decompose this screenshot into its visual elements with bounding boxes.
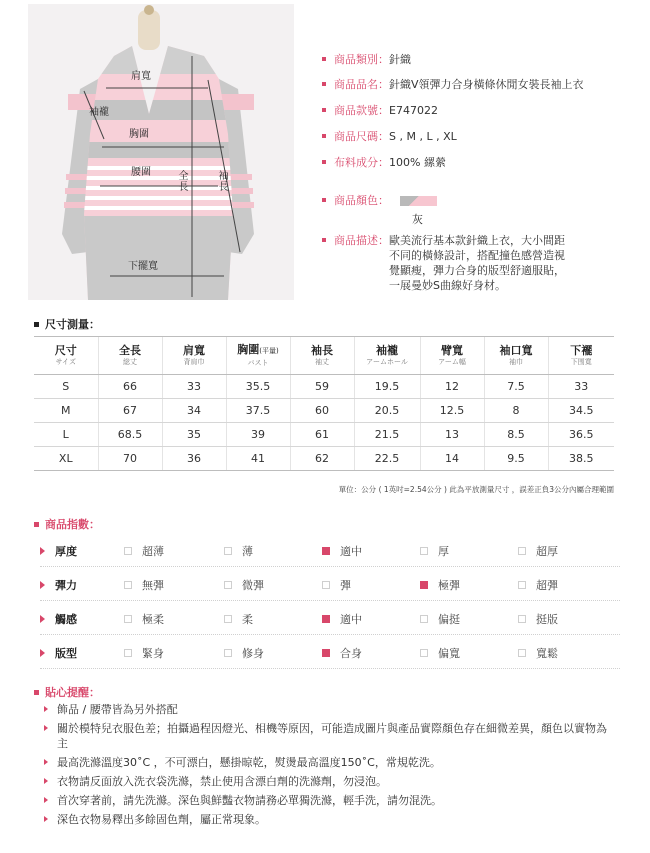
table-cell: 62 xyxy=(290,447,354,471)
table-cell: 19.5 xyxy=(354,375,420,399)
size-row-xl xyxy=(34,447,614,471)
table-cell: 68.5 xyxy=(98,423,162,447)
index-option: 偏挺 xyxy=(420,611,460,627)
table-cell: 8 xyxy=(484,399,548,423)
size-table-header xyxy=(34,337,614,375)
index-option: 偏寬 xyxy=(420,645,460,661)
triangle-bullet-icon xyxy=(40,615,45,623)
checkbox-empty-icon xyxy=(224,649,232,657)
index-option: 厚 xyxy=(420,543,449,559)
table-cell: 41 xyxy=(226,447,290,471)
checkbox-empty-icon xyxy=(518,615,526,623)
spec-key: 布料成分： xyxy=(334,156,389,169)
tip-item: 首次穿著前，請先洗滌。深色與鮮豔衣物請務必單獨洗滌，輕手洗，請勿混洗。 xyxy=(44,793,624,808)
index-option: 極柔 xyxy=(124,611,164,627)
spec-key: 商品品名： xyxy=(334,78,389,91)
table-cell: 36 xyxy=(162,447,226,471)
triangle-bullet-icon xyxy=(40,581,45,589)
sweater-illustration xyxy=(28,4,294,300)
bullet-icon xyxy=(322,82,326,86)
checkbox-empty-icon xyxy=(322,581,330,589)
checkbox-empty-icon xyxy=(124,547,132,555)
header-cell: 全長 総丈 xyxy=(98,337,162,375)
index-option: 超彈 xyxy=(518,577,558,593)
index-title-text: 商品指數： xyxy=(45,518,100,531)
spec-value: 針織 xyxy=(389,53,411,66)
table-cell: 7.5 xyxy=(484,375,548,399)
tip-item: 深色衣物易釋出多餘固色劑，屬正常現象。 xyxy=(44,812,624,827)
table-cell: 34.5 xyxy=(548,399,614,423)
color-swatch-grey[interactable] xyxy=(400,196,437,206)
checkbox-empty-icon xyxy=(420,649,428,657)
spec-value: 針織V領彈力合身橫條休閒女裝長袖上衣 xyxy=(389,78,584,91)
index-option: 寬鬆 xyxy=(518,645,558,661)
bullet-icon xyxy=(322,57,326,61)
table-cell: 35.5 xyxy=(226,375,290,399)
label-sleeve: 袖長 xyxy=(218,171,229,193)
checkbox-empty-icon xyxy=(224,581,232,589)
checkbox-empty-icon xyxy=(124,581,132,589)
spec-category xyxy=(322,52,411,67)
checkbox-empty-icon xyxy=(420,615,428,623)
index-option: 彈 xyxy=(322,577,351,593)
header-cell: 袖口寬 袖巾 xyxy=(484,337,548,375)
bullet-icon xyxy=(322,160,326,164)
checkbox-empty-icon xyxy=(518,547,526,555)
spec-name xyxy=(322,77,584,92)
table-cell: 66 xyxy=(98,375,162,399)
header-cell: 袖襱 アームホール xyxy=(354,337,420,375)
tips-section-title xyxy=(34,684,100,700)
table-cell: 33 xyxy=(548,375,614,399)
table-cell: 37.5 xyxy=(226,399,290,423)
size-note: 單位：公分 ( 1英吋=2.54公分 ) 此為平放測量尺寸 ，誤差正負3公分內屬合理範圍 xyxy=(338,485,614,494)
index-option: 微彈 xyxy=(224,577,264,593)
index-option: 超薄 xyxy=(124,543,164,559)
spec-value: E747022 xyxy=(389,104,438,117)
table-cell: 13 xyxy=(420,423,484,447)
spec-code xyxy=(322,103,438,118)
table-cell: 33 xyxy=(162,375,226,399)
table-cell: 39 xyxy=(226,423,290,447)
header-cell: 臂寬 アーム幅 xyxy=(420,337,484,375)
label-waist: 腰圍 xyxy=(131,167,151,178)
index-option: 薄 xyxy=(224,543,253,559)
header-cell: 下襬 下围寬 xyxy=(548,337,614,375)
label-hem: 下擺寬 xyxy=(128,261,158,272)
index-row xyxy=(40,601,620,635)
index-option: 修身 xyxy=(224,645,264,661)
index-option: 適中 xyxy=(322,611,362,627)
checkbox-empty-icon xyxy=(124,649,132,657)
checkbox-empty-icon xyxy=(518,581,526,589)
triangle-bullet-icon xyxy=(40,649,45,657)
header-cell: 肩寬 背肩巾 xyxy=(162,337,226,375)
label-armhole: 袖襱 xyxy=(89,107,109,118)
size-label: L xyxy=(34,423,98,447)
header-cell: 尺寸 サイズ xyxy=(34,337,98,375)
square-bullet-icon xyxy=(34,522,39,527)
header-cell: 胸圍(平量) バスト xyxy=(226,337,290,375)
square-bullet-icon xyxy=(34,690,39,695)
table-cell: 9.5 xyxy=(484,447,548,471)
bullet-icon xyxy=(322,238,326,242)
table-cell: 35 xyxy=(162,423,226,447)
size-row-m xyxy=(34,399,614,423)
table-cell: 21.5 xyxy=(354,423,420,447)
table-cell: 67 xyxy=(98,399,162,423)
tip-item: 最高洗滌溫度30˚C ，不可漂白，懸掛晾乾，熨燙最高溫度150˚C，常規乾洗。 xyxy=(44,755,624,770)
table-cell: 20.5 xyxy=(354,399,420,423)
size-title-text: 尺寸測量： xyxy=(45,318,100,331)
index-row xyxy=(40,533,620,567)
spec-value: S , M , L , XL xyxy=(389,130,457,143)
label-shoulder: 肩寬 xyxy=(131,71,151,82)
bullet-icon xyxy=(322,108,326,112)
mannequin-knob xyxy=(144,5,154,15)
checkbox-checked-icon xyxy=(322,649,330,657)
checkbox-checked-icon xyxy=(322,547,330,555)
size-section-title xyxy=(34,316,100,332)
spec-key: 商品顏色： xyxy=(334,194,389,207)
index-option: 柔 xyxy=(224,611,253,627)
table-cell: 34 xyxy=(162,399,226,423)
table-cell: 61 xyxy=(290,423,354,447)
size-label: S xyxy=(34,375,98,399)
triangle-bullet-icon xyxy=(40,547,45,555)
spec-material xyxy=(322,155,446,170)
index-section-title xyxy=(34,516,100,532)
header-cell: 袖長 袖丈 xyxy=(290,337,354,375)
spec-size xyxy=(322,129,457,144)
checkbox-empty-icon xyxy=(124,615,132,623)
spec-value: 100% 縲縈 xyxy=(389,156,446,169)
spec-key: 商品類別： xyxy=(334,53,389,66)
mannequin-neck xyxy=(138,10,160,50)
product-photo xyxy=(28,4,294,300)
table-cell: 59 xyxy=(290,375,354,399)
color-swatch-label: 灰 xyxy=(412,213,423,226)
index-option: 挺版 xyxy=(518,611,558,627)
size-label: XL xyxy=(34,447,98,471)
spec-description xyxy=(322,233,642,293)
table-cell: 38.5 xyxy=(548,447,614,471)
checkbox-empty-icon xyxy=(420,547,428,555)
size-row-l xyxy=(34,423,614,447)
label-chest: 胸圍 xyxy=(129,129,149,140)
triangle-bullet-icon xyxy=(44,797,48,803)
index-row xyxy=(40,635,620,669)
triangle-bullet-icon xyxy=(44,778,48,784)
table-cell: 8.5 xyxy=(484,423,548,447)
bullet-icon xyxy=(322,198,326,202)
index-option: 合身 xyxy=(322,645,362,661)
tip-item: 飾品 / 腰帶皆為另外搭配 xyxy=(44,702,624,717)
bullet-icon xyxy=(322,134,326,138)
index-option: 極彈 xyxy=(420,577,460,593)
index-option: 適中 xyxy=(322,543,362,559)
index-row-label: 版型 xyxy=(40,645,77,661)
triangle-bullet-icon xyxy=(44,706,48,712)
table-cell: 60 xyxy=(290,399,354,423)
checkbox-empty-icon xyxy=(224,547,232,555)
index-row xyxy=(40,567,620,601)
table-cell: 36.5 xyxy=(548,423,614,447)
table-cell: 12.5 xyxy=(420,399,484,423)
square-bullet-icon xyxy=(34,322,39,327)
checkbox-checked-icon xyxy=(322,615,330,623)
index-option: 超厚 xyxy=(518,543,558,559)
index-row-label: 彈力 xyxy=(40,577,77,593)
spec-color xyxy=(322,193,389,208)
size-label: M xyxy=(34,399,98,423)
spec-key: 商品尺碼： xyxy=(334,130,389,143)
table-cell: 70 xyxy=(98,447,162,471)
spec-value: 歐美流行基本款針織上衣，大小間距不同的橫條設計，搭配撞色感營造視覺顯瘦，彈力合身的版型舒適服貼，一展曼妙S曲線好身材。 xyxy=(389,234,565,292)
checkbox-empty-icon xyxy=(224,615,232,623)
size-row-s xyxy=(34,375,614,399)
checkbox-checked-icon xyxy=(420,581,428,589)
tip-item: 衣物請反面放入洗衣袋洗滌，禁止使用含漂白劑的洗滌劑，勿浸泡。 xyxy=(44,774,624,789)
table-cell: 14 xyxy=(420,447,484,471)
table-cell: 22.5 xyxy=(354,447,420,471)
tips-title-text: 貼心提醒： xyxy=(45,686,100,699)
index-option: 無彈 xyxy=(124,577,164,593)
checkbox-empty-icon xyxy=(518,649,526,657)
spec-key: 商品描述： xyxy=(334,234,389,247)
table-cell: 12 xyxy=(420,375,484,399)
label-length: 全長 xyxy=(178,171,189,193)
triangle-bullet-icon xyxy=(44,759,48,765)
triangle-bullet-icon xyxy=(44,725,48,731)
spec-key: 商品款號： xyxy=(334,104,389,117)
tip-item: 關於模特兒衣服色差；拍攝過程因燈光、相機等原因，可能造成圖片與產品實際顏色存在細微差異，顏色以實物為主 xyxy=(44,721,614,751)
triangle-bullet-icon xyxy=(44,816,48,822)
index-row-label: 觸感 xyxy=(40,611,77,627)
index-row-label: 厚度 xyxy=(40,543,77,559)
size-table xyxy=(34,336,614,471)
index-option: 緊身 xyxy=(124,645,164,661)
